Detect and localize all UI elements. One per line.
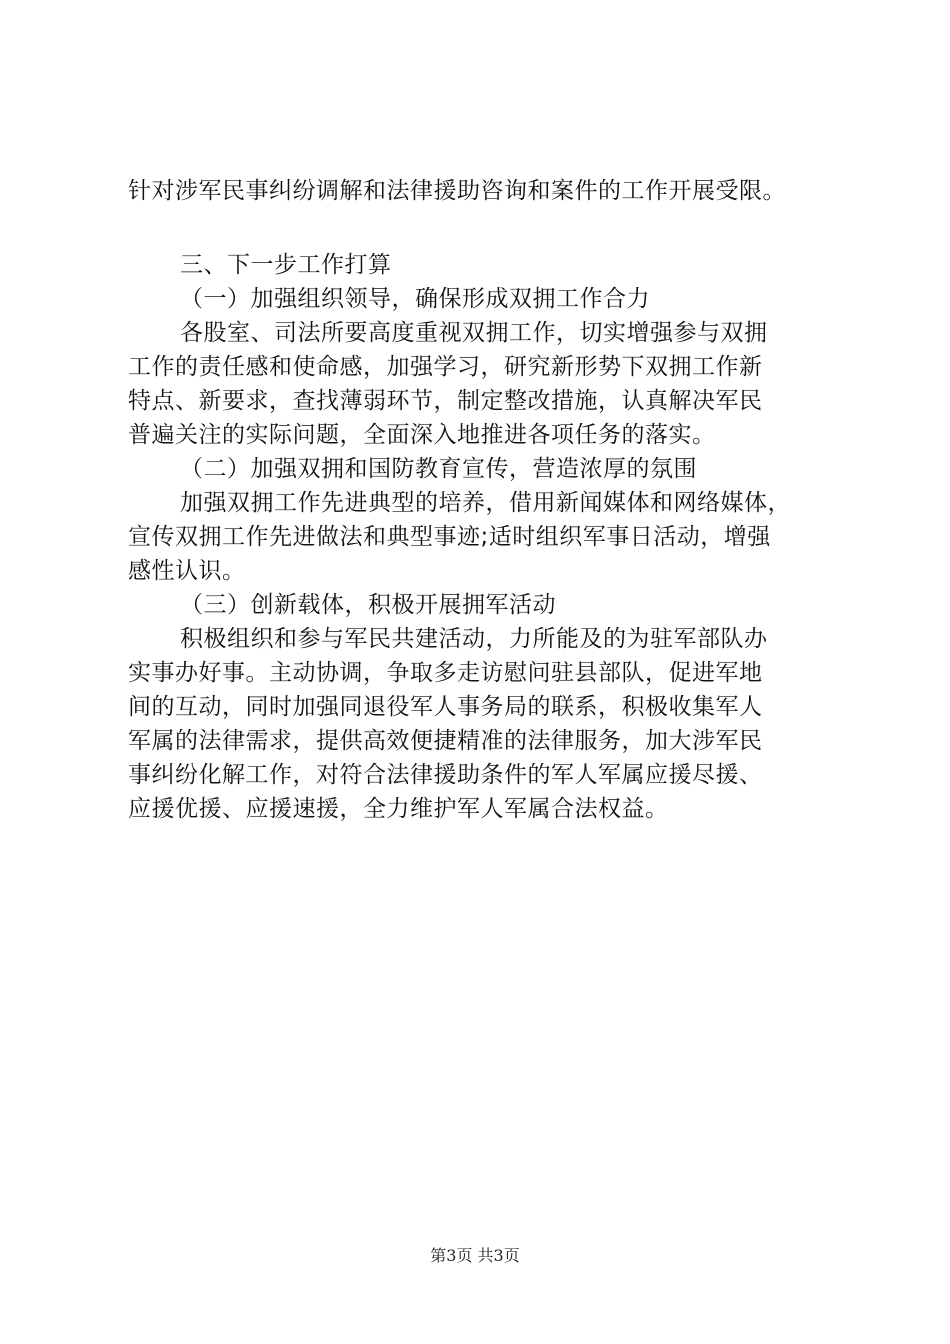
paragraph-line: 各股室、司法所要高度重视双拥工作，切实增强参与双拥 [180,320,768,346]
page-number-footer: 第3页 共3页 [430,1246,520,1265]
paragraph-line: 宣传双拥工作先进做法和典型事迹;适时组织军事日活动，增强 [128,524,771,550]
subsection-heading: （一）加强组织领导，确保形成双拥工作合力 [180,286,650,312]
paragraph-line: 针对涉军民事纠纷调解和法律援助咨询和案件的工作开展受限。 [128,178,786,204]
section-heading: 三、下一步工作打算 [180,252,392,278]
subsection-heading: （三）创新载体，积极开展拥军活动 [180,592,556,618]
paragraph-line: 特点、新要求，查找薄弱环节，制定整改措施，认真解决军民 [128,388,763,414]
paragraph-line: 应援优援、应援速援，全力维护军人军属合法权益。 [128,796,669,822]
paragraph-line: 实事办好事。主动协调，争取多走访慰问驻县部队，促进军地 [128,660,763,686]
paragraph-line: 间的互动，同时加强同退役军人事务局的联系，积极收集军人 [128,694,763,720]
paragraph-line: 工作的责任感和使命感，加强学习，研究新形势下双拥工作新 [128,354,763,380]
paragraph-line: 积极组织和参与军民共建活动，力所能及的为驻军部队办 [180,626,768,652]
paragraph-line: 事纠纷化解工作，对符合法律援助条件的军人军属应援尽援、 [128,762,763,788]
paragraph-line: 军属的法律需求，提供高效便捷精准的法律服务，加大涉军民 [128,728,763,754]
subsection-heading: （二）加强双拥和国防教育宣传，营造浓厚的氛围 [180,456,697,482]
paragraph-line: 加强双拥工作先进典型的培养，借用新闻媒体和网络媒体， [180,490,791,516]
paragraph-gap [128,208,840,248]
paragraph-line: 普遍关注的实际问题，全面深入地推进各项任务的落实。 [128,422,716,448]
document-body [128,174,840,826]
paragraph-line: 感性认识。 [128,558,246,584]
